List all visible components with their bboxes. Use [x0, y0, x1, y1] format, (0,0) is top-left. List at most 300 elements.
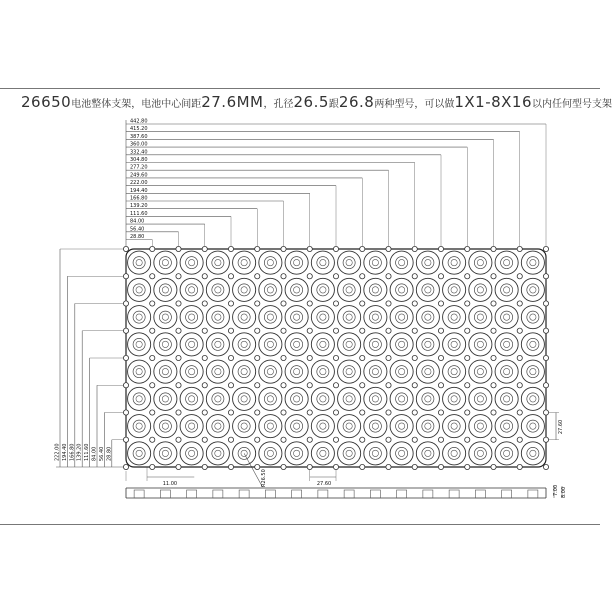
cell-contact-hole — [241, 259, 247, 265]
cell-contact-hole — [425, 341, 431, 347]
cell-hole — [474, 420, 486, 432]
profile-hole-section — [187, 490, 197, 498]
cell-hole — [343, 420, 355, 432]
top-dim-label: 222.00 — [130, 180, 148, 187]
cell-contact-hole — [346, 314, 352, 320]
cell-hole — [212, 420, 224, 432]
title-part: 26.5 — [293, 93, 329, 111]
interstitial-boss — [491, 464, 496, 469]
cell-hole — [291, 366, 303, 378]
cell-hole — [448, 420, 460, 432]
interstitial-boss — [543, 410, 548, 415]
cell-pocket — [495, 306, 518, 329]
cell-contact-hole — [372, 450, 378, 456]
interstitial-boss — [360, 410, 365, 415]
interstitial-boss — [333, 383, 338, 388]
cell-pocket — [443, 333, 466, 356]
cell-contact-hole — [267, 423, 273, 429]
profile-hole-section — [370, 490, 380, 498]
interstitial-boss — [333, 301, 338, 306]
interstitial-boss — [491, 246, 496, 251]
cell-pocket — [154, 360, 177, 383]
interstitial-boss — [281, 246, 286, 251]
cell-hole — [527, 257, 539, 269]
profile-hole-section — [449, 490, 459, 498]
profile-hole-section — [528, 490, 538, 498]
cell-pocket — [416, 306, 439, 329]
cell-hole — [317, 447, 329, 459]
cell-hole — [369, 284, 381, 296]
interstitial-boss — [281, 328, 286, 333]
cell-pocket — [364, 306, 387, 329]
cell-pocket — [416, 251, 439, 274]
cell-contact-hole — [503, 314, 509, 320]
interstitial-boss — [307, 274, 312, 279]
interstitial-boss — [228, 246, 233, 251]
cell-pocket — [285, 278, 308, 301]
top-dim-label: 332.40 — [130, 149, 148, 156]
cell-contact-hole — [136, 314, 142, 320]
cell-hole — [133, 338, 145, 350]
cell-contact-hole — [425, 396, 431, 402]
interstitial-boss — [281, 437, 286, 442]
interstitial-boss — [228, 301, 233, 306]
interstitial-boss — [438, 274, 443, 279]
interstitial-boss — [123, 410, 128, 415]
cell-hole — [317, 311, 329, 323]
cell-hole — [159, 393, 171, 405]
cell-hole — [264, 420, 276, 432]
cell-contact-hole — [451, 314, 457, 320]
cell-hole — [396, 366, 408, 378]
interstitial-boss — [150, 383, 155, 388]
cell-hole — [264, 447, 276, 459]
cell-hole — [264, 366, 276, 378]
cell-pocket — [338, 333, 361, 356]
cell-pocket — [390, 306, 413, 329]
cell-pocket — [259, 387, 282, 410]
interstitial-boss — [360, 301, 365, 306]
cell-hole — [133, 393, 145, 405]
cell-contact-hole — [451, 287, 457, 293]
cell-pocket — [206, 387, 229, 410]
left-dim-label: 56.40 — [98, 446, 105, 461]
cell-contact-hole — [477, 341, 483, 347]
cell-contact-hole — [425, 259, 431, 265]
cell-contact-hole — [188, 314, 194, 320]
interstitial-boss — [465, 410, 470, 415]
cell-contact-hole — [162, 314, 168, 320]
cell-contact-hole — [188, 396, 194, 402]
cell-pocket — [180, 278, 203, 301]
interstitial-boss — [281, 464, 286, 469]
cell-pocket — [390, 415, 413, 438]
interstitial-boss — [412, 274, 417, 279]
profile-hole-section — [160, 490, 170, 498]
cell-pocket — [469, 333, 492, 356]
cell-pocket — [443, 415, 466, 438]
interstitial-boss — [360, 383, 365, 388]
cell-contact-hole — [293, 259, 299, 265]
cell-hole — [133, 366, 145, 378]
cell-contact-hole — [188, 423, 194, 429]
cell-pocket — [206, 251, 229, 274]
right-pitch-label: 27.60 — [558, 419, 564, 435]
cell-contact-hole — [372, 287, 378, 293]
cell-hole — [422, 420, 434, 432]
cell-hole — [396, 393, 408, 405]
interstitial-boss — [307, 383, 312, 388]
cell-pocket — [154, 415, 177, 438]
interstitial-boss — [412, 355, 417, 360]
cell-contact-hole — [136, 423, 142, 429]
interstitial-boss — [255, 355, 260, 360]
cell-contact-hole — [451, 423, 457, 429]
title-part: 两种型号，可以做 — [374, 99, 455, 110]
cell-hole — [501, 420, 513, 432]
cell-contact-hole — [425, 450, 431, 456]
cell-hole — [238, 420, 250, 432]
interstitial-boss — [150, 355, 155, 360]
cell-contact-hole — [293, 314, 299, 320]
cell-pocket — [311, 387, 334, 410]
cell-contact-hole — [477, 368, 483, 374]
cell-contact-hole — [503, 450, 509, 456]
cell-contact-hole — [530, 259, 536, 265]
interstitial-boss — [255, 274, 260, 279]
profile-hole-section — [134, 490, 144, 498]
cell-pocket — [259, 415, 282, 438]
cell-contact-hole — [320, 450, 326, 456]
interstitial-boss — [281, 274, 286, 279]
top-dim-label: 415.20 — [130, 126, 148, 133]
cell-pocket — [521, 442, 544, 465]
interstitial-boss — [386, 410, 391, 415]
cell-pocket — [521, 278, 544, 301]
cell-hole — [159, 447, 171, 459]
interstitial-boss — [386, 437, 391, 442]
cell-contact-hole — [320, 423, 326, 429]
interstitial-boss — [438, 410, 443, 415]
cell-contact-hole — [451, 341, 457, 347]
cell-contact-hole — [451, 368, 457, 374]
cell-pocket — [443, 278, 466, 301]
cell-hole — [133, 311, 145, 323]
cell-hole — [212, 393, 224, 405]
profile-hole-section — [397, 490, 407, 498]
cell-pocket — [180, 251, 203, 274]
interstitial-boss — [412, 301, 417, 306]
cell-hole — [264, 311, 276, 323]
interstitial-boss — [438, 437, 443, 442]
bottom-pitch-label: 27.60 — [316, 481, 332, 487]
title-part: 26650 — [21, 93, 72, 111]
cell-pocket — [469, 415, 492, 438]
cell-hole — [422, 338, 434, 350]
cell-hole — [369, 420, 381, 432]
cell-pocket — [233, 278, 256, 301]
cell-pocket — [495, 251, 518, 274]
cell-hole — [501, 311, 513, 323]
cell-hole — [396, 257, 408, 269]
cell-contact-hole — [136, 396, 142, 402]
cell-pocket — [259, 251, 282, 274]
cell-pocket — [128, 333, 151, 356]
cell-hole — [343, 257, 355, 269]
interstitial-boss — [438, 355, 443, 360]
profile-hole-section — [502, 490, 512, 498]
interstitial-boss — [438, 328, 443, 333]
cell-contact-hole — [215, 396, 221, 402]
profile-height-label: 8.00 — [561, 486, 567, 498]
interstitial-boss — [333, 410, 338, 415]
cell-hole — [474, 311, 486, 323]
interstitial-boss — [123, 328, 128, 333]
cell-contact-hole — [293, 287, 299, 293]
cell-pocket — [311, 251, 334, 274]
interstitial-boss — [412, 246, 417, 251]
interstitial-boss — [491, 383, 496, 388]
cell-hole — [369, 447, 381, 459]
cell-pocket — [390, 333, 413, 356]
interstitial-boss — [176, 274, 181, 279]
interstitial-boss — [176, 383, 181, 388]
top-dim-label: 28.80 — [130, 234, 145, 240]
cell-pocket — [364, 415, 387, 438]
cell-pocket — [233, 387, 256, 410]
interstitial-boss — [202, 464, 207, 469]
cell-pocket — [469, 387, 492, 410]
side-profile-view — [126, 485, 567, 498]
cell-pocket — [443, 442, 466, 465]
cell-contact-hole — [320, 287, 326, 293]
cell-contact-hole — [215, 341, 221, 347]
top-dim-label: 194.40 — [130, 187, 148, 194]
cell-pocket — [364, 333, 387, 356]
interstitial-boss — [281, 383, 286, 388]
cell-pocket — [364, 278, 387, 301]
interstitial-boss — [150, 246, 155, 251]
interstitial-boss — [491, 328, 496, 333]
interstitial-boss — [202, 410, 207, 415]
interstitial-boss — [202, 437, 207, 442]
interstitial-boss — [307, 464, 312, 469]
interstitial-boss — [307, 410, 312, 415]
profile-hole-section — [265, 490, 275, 498]
left-dim-label: 194.40 — [61, 443, 68, 461]
cell-contact-hole — [241, 287, 247, 293]
interstitial-boss — [123, 274, 128, 279]
cell-hole — [343, 338, 355, 350]
interstitial-boss — [360, 246, 365, 251]
cell-pocket — [521, 415, 544, 438]
cell-hole — [159, 338, 171, 350]
cell-contact-hole — [136, 341, 142, 347]
cell-hole — [396, 420, 408, 432]
cell-pocket — [311, 278, 334, 301]
cell-pocket — [128, 387, 151, 410]
cell-pocket — [180, 360, 203, 383]
interstitial-boss — [307, 437, 312, 442]
interstitial-boss — [438, 464, 443, 469]
interstitial-boss — [123, 246, 128, 251]
cell-pocket — [259, 306, 282, 329]
cell-hole — [474, 338, 486, 350]
interstitial-boss — [360, 328, 365, 333]
cell-hole — [317, 257, 329, 269]
interstitial-boss — [386, 246, 391, 251]
cell-contact-hole — [293, 423, 299, 429]
cell-contact-hole — [451, 259, 457, 265]
cell-pocket — [416, 387, 439, 410]
cell-contact-hole — [215, 259, 221, 265]
title-part: ，孔径 — [263, 99, 294, 110]
cell-hole — [317, 366, 329, 378]
cell-hole — [343, 284, 355, 296]
cell-hole — [527, 338, 539, 350]
cell-hole — [369, 366, 381, 378]
cell-pocket — [495, 415, 518, 438]
top-dim-label: 166.80 — [130, 195, 148, 202]
cell-hole — [527, 420, 539, 432]
profile-hole-section — [475, 490, 485, 498]
cell-hole — [238, 338, 250, 350]
cell-hole — [527, 447, 539, 459]
cell-contact-hole — [241, 396, 247, 402]
cell-contact-hole — [162, 396, 168, 402]
interstitial-boss — [281, 410, 286, 415]
cell-hole — [133, 420, 145, 432]
cell-hole — [448, 311, 460, 323]
cell-pocket — [443, 251, 466, 274]
cell-hole — [133, 284, 145, 296]
cell-pocket — [338, 442, 361, 465]
cell-hole — [212, 257, 224, 269]
interstitial-boss — [333, 464, 338, 469]
interstitial-boss — [228, 328, 233, 333]
interstitial-boss — [307, 246, 312, 251]
cell-contact-hole — [530, 341, 536, 347]
cell-pocket — [521, 251, 544, 274]
cell-contact-hole — [215, 450, 221, 456]
cell-contact-hole — [293, 450, 299, 456]
cell-pocket — [206, 360, 229, 383]
interstitial-boss — [517, 437, 522, 442]
cell-hole — [422, 257, 434, 269]
cell-contact-hole — [320, 396, 326, 402]
cell-contact-hole — [162, 368, 168, 374]
top-dim-label: 111.60 — [130, 210, 148, 217]
cell-pocket — [338, 278, 361, 301]
interstitial-boss — [543, 437, 548, 442]
interstitial-boss — [281, 355, 286, 360]
cell-hole — [501, 338, 513, 350]
interstitial-boss — [176, 355, 181, 360]
cell-pocket — [233, 306, 256, 329]
left-dim-label: 84.00 — [91, 446, 98, 461]
cell-hole — [264, 257, 276, 269]
cell-contact-hole — [346, 368, 352, 374]
cell-contact-hole — [346, 396, 352, 402]
interstitial-boss — [386, 328, 391, 333]
interstitial-boss — [333, 355, 338, 360]
cell-pocket — [154, 278, 177, 301]
top-dim-label: 84.00 — [130, 218, 145, 225]
cell-hole — [291, 257, 303, 269]
cell-contact-hole — [136, 450, 142, 456]
cell-hole — [501, 257, 513, 269]
interstitial-boss — [543, 246, 548, 251]
cell-pocket — [180, 306, 203, 329]
cell-contact-hole — [503, 396, 509, 402]
cell-hole — [448, 257, 460, 269]
cell-hole — [133, 257, 145, 269]
cell-contact-hole — [241, 314, 247, 320]
cell-contact-hole — [136, 368, 142, 374]
cell-contact-hole — [267, 259, 273, 265]
cell-pocket — [154, 387, 177, 410]
cell-hole — [343, 393, 355, 405]
cell-contact-hole — [267, 287, 273, 293]
cell-pocket — [154, 251, 177, 274]
cell-pocket — [285, 415, 308, 438]
cell-pocket — [338, 360, 361, 383]
cell-hole — [186, 284, 198, 296]
cell-hole — [212, 338, 224, 350]
interstitial-boss — [491, 301, 496, 306]
interstitial-boss — [176, 301, 181, 306]
left-dim-label: 111.60 — [84, 443, 91, 461]
cell-hole — [159, 420, 171, 432]
interstitial-boss — [228, 355, 233, 360]
cell-pocket — [233, 360, 256, 383]
cell-hole — [448, 366, 460, 378]
cell-pocket — [206, 278, 229, 301]
cell-hole — [369, 393, 381, 405]
cell-contact-hole — [398, 450, 404, 456]
cell-hole — [186, 338, 198, 350]
cell-contact-hole — [425, 423, 431, 429]
cell-contact-hole — [320, 341, 326, 347]
cell-contact-hole — [346, 341, 352, 347]
cell-pocket — [495, 387, 518, 410]
interstitial-boss — [412, 383, 417, 388]
interstitial-boss — [491, 410, 496, 415]
cell-contact-hole — [530, 396, 536, 402]
title-part: 1X1-8X16 — [454, 93, 533, 111]
interstitial-boss — [465, 383, 470, 388]
cell-hole — [474, 257, 486, 269]
cell-contact-hole — [503, 368, 509, 374]
cell-hole — [133, 447, 145, 459]
interstitial-boss — [386, 355, 391, 360]
cell-hole — [186, 311, 198, 323]
cell-hole — [396, 338, 408, 350]
interstitial-boss — [202, 301, 207, 306]
interstitial-boss — [150, 410, 155, 415]
cell-hole — [291, 393, 303, 405]
interstitial-boss — [438, 383, 443, 388]
interstitial-boss — [255, 301, 260, 306]
cell-hole — [501, 393, 513, 405]
interstitial-boss — [386, 274, 391, 279]
interstitial-boss — [465, 328, 470, 333]
interstitial-boss — [228, 464, 233, 469]
cell-pocket — [390, 442, 413, 465]
cell-pocket — [338, 415, 361, 438]
interstitial-boss — [202, 246, 207, 251]
cell-hole — [291, 338, 303, 350]
